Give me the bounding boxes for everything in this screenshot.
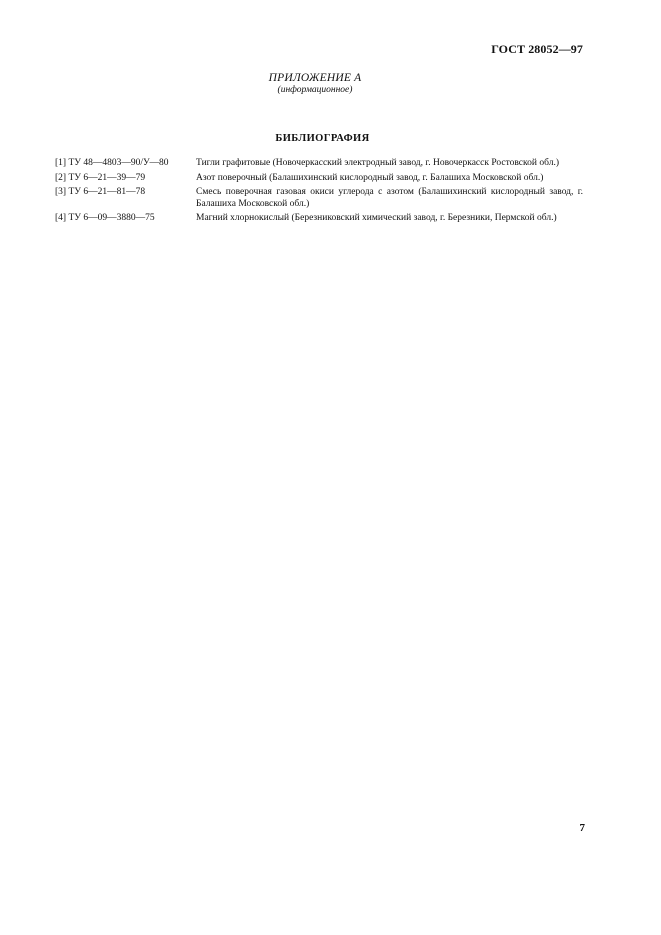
bibliography-item	[55, 158, 583, 170]
bibliography-item-text: Азот поверочный (Балашихинский кислородный завод, г. Балашиха Московской обл.)	[196, 172, 544, 183]
bibliography-item	[55, 213, 583, 225]
bibliography-item-text: Смесь поверочная газовая окиси углерода с азотом (Балашихинский кислородный завод, г. Балашиха Московской обл.)	[196, 187, 583, 209]
bibliography-item-text: Тигли графитовые (Новочеркасский электродный завод, г. Новочеркасск Ростовской обл.)	[196, 158, 559, 168]
bibliography-item-ref: [4] ТУ 6—09—3880—75	[55, 213, 155, 223]
bibliography-heading: БИБЛИОГРАФИЯ	[275, 133, 370, 144]
appendix-title: ПРИЛОЖЕНИЕ А	[268, 72, 362, 84]
bibliography-item	[55, 187, 583, 210]
bibliography-item-ref: [3] ТУ 6—21—81—78	[55, 187, 146, 197]
bibliography-item-text: Магний хлорнокислый (Березниковский химический завод, г. Березники, Пермской обл.)	[196, 213, 557, 223]
document-code: ГОСТ 28052—97	[491, 42, 583, 56]
bibliography-item-ref: [1] ТУ 48—4803—90/У—80	[55, 158, 169, 168]
page-number: 7	[579, 822, 585, 834]
appendix-subtitle: (информационное)	[277, 85, 353, 95]
bibliography-item-ref: [2] ТУ 6—21—39—79	[55, 172, 146, 183]
bibliography-list	[55, 158, 583, 228]
bibliography-item	[55, 173, 583, 185]
